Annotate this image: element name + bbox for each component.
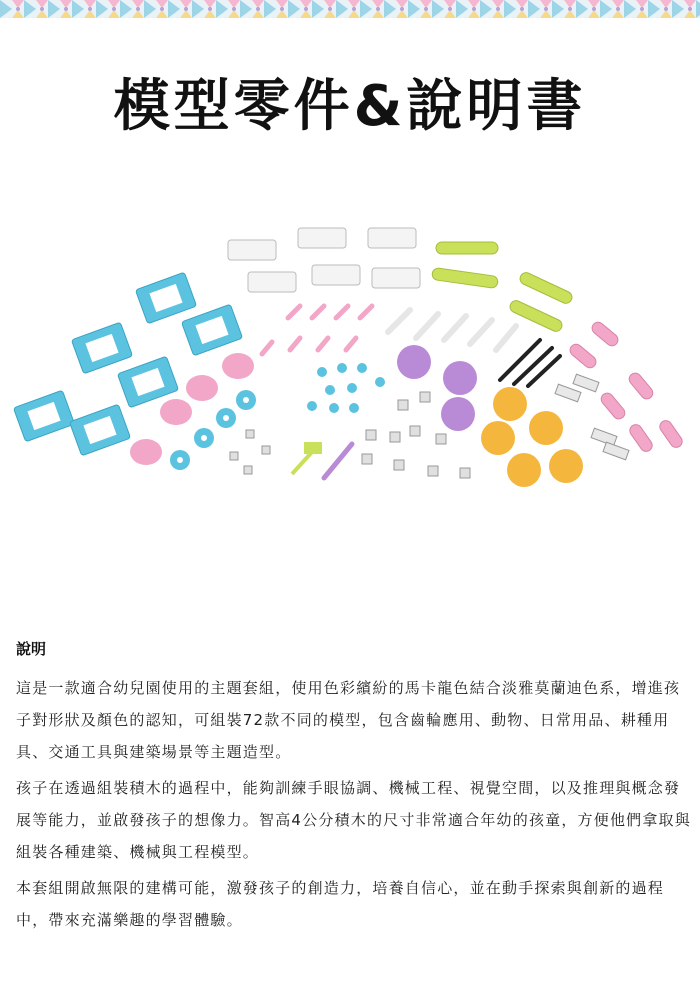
top-pattern-border xyxy=(0,0,700,18)
parts-illustration xyxy=(0,220,700,500)
paragraph-2: 孩子在透過組裝積木的過程中，能夠訓練手眼協調、機械工程、視覺空間，以及推理與概念發展等能力，並啟發孩子的想像力。智高4公分積木的尺寸非常適合年幼的孩童，方便他們拿取與組裝各種建築、機械與工程模型。 xyxy=(16,779,691,861)
page-title: 模型零件&說明書 xyxy=(113,74,587,139)
section-heading: 說明 xyxy=(16,640,47,658)
paragraph-3: 本套組開啟無限的建構可能，激發孩子的創造力，培養自信心，並在動手探索與創新的過程中，帶來充滿樂趣的學習體驗。 xyxy=(16,879,665,929)
paragraph-1: 這是一款適合幼兒園使用的主題套組，使用色彩繽紛的馬卡龍色結合淡雅莫蘭迪色系，增進孩子對形狀及顏色的認知，可組裝72款不同的模型，包含齒輪應用、動物、日常用品、耕種用具、交通工具與建築場景等主題造型。 xyxy=(16,679,681,761)
description-text xyxy=(16,672,696,940)
